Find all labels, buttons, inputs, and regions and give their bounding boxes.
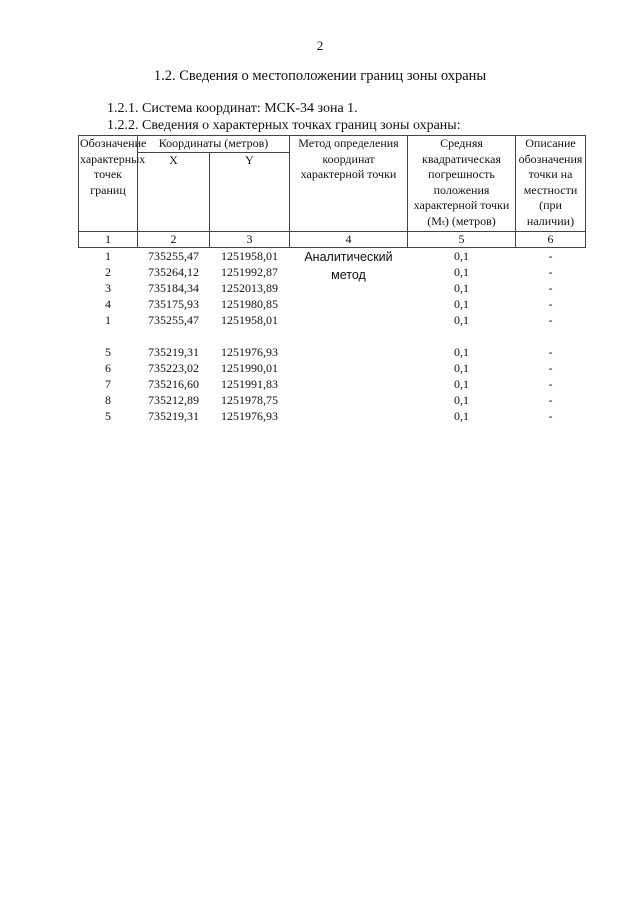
mean-error: 0,1 xyxy=(454,360,469,375)
coord-y: 1251958,01 xyxy=(221,248,278,263)
header-description: Описание обозначения точки на местности (при наличии) xyxy=(516,136,586,232)
coord-x: 735223,02 xyxy=(148,360,199,375)
mean-error: 0,1 xyxy=(454,264,469,279)
coord-y: 1251978,75 xyxy=(221,392,278,407)
point-description: - xyxy=(548,376,553,391)
mean-error: 0,1 xyxy=(454,376,469,391)
coord-y: 1252013,89 xyxy=(221,280,278,295)
header-coordinates: Координаты (метров) xyxy=(138,136,290,153)
coord-y: 1251980,85 xyxy=(221,296,278,311)
coord-x: 735219,31 xyxy=(148,408,199,423)
point-number: 1 xyxy=(105,312,111,327)
point-number: 7 xyxy=(105,376,111,391)
coord-x: 735255,47 xyxy=(148,312,199,327)
column-number: 5 xyxy=(408,231,516,247)
coord-y: 1251992,87 xyxy=(221,264,278,279)
page-number: 2 xyxy=(316,38,324,53)
mean-error: 0,1 xyxy=(454,392,469,407)
point-description: - xyxy=(548,296,553,311)
header-x: X xyxy=(138,152,210,231)
coord-x: 735219,31 xyxy=(148,344,199,359)
mean-error: 0,1 xyxy=(454,248,469,263)
coord-y: 1251991,83 xyxy=(221,376,278,391)
column-number: 6 xyxy=(516,231,586,247)
mean-error: 0,1 xyxy=(454,344,469,359)
coord-y: 1251976,93 xyxy=(221,408,278,423)
point-description: - xyxy=(548,264,553,279)
column-number: 2 xyxy=(138,231,210,247)
point-number: 3 xyxy=(105,280,111,295)
point-number: 5 xyxy=(105,344,111,359)
point-description: - xyxy=(548,248,553,263)
column-number: 3 xyxy=(210,231,290,247)
point-description: - xyxy=(548,344,553,359)
method-value: Аналитический метод xyxy=(304,249,393,282)
coord-x: 735216,60 xyxy=(148,376,199,391)
coord-x: 735212,89 xyxy=(148,392,199,407)
header-designation: Обозначение характерных точек границ xyxy=(79,136,138,232)
coord-y: 1251990,01 xyxy=(221,360,278,375)
mean-error: 0,1 xyxy=(454,296,469,311)
column-number: 1 xyxy=(79,231,138,247)
coord-y: 1251958,01 xyxy=(221,312,278,327)
point-description: - xyxy=(548,280,553,295)
coord-x: 735184,34 xyxy=(148,280,199,295)
point-number: 2 xyxy=(105,264,111,279)
coord-x: 735175,93 xyxy=(148,296,199,311)
column-number: 4 xyxy=(290,231,408,247)
coord-x: 735264,12 xyxy=(148,264,199,279)
coordinate-system-line: 1.2.1. Система координат: МСК-34 зона 1. xyxy=(107,101,358,116)
point-number: 8 xyxy=(105,392,111,407)
header-y: Y xyxy=(210,152,290,231)
points-info-line: 1.2.2. Сведения о характерных точках границ зоны охраны: xyxy=(107,118,461,133)
coord-y: 1251976,93 xyxy=(221,344,278,359)
header-mean-error: Средняя квадратическая погрешность положения характерной точки (Mₜ) (метров) xyxy=(408,136,516,232)
point-description: - xyxy=(548,408,553,423)
mean-error: 0,1 xyxy=(454,312,469,327)
section-title: 1.2. Сведения о местоположении границ зоны охраны xyxy=(153,68,487,84)
point-number: 4 xyxy=(105,296,111,311)
mean-error: 0,1 xyxy=(454,408,469,423)
point-description: - xyxy=(548,392,553,407)
mean-error: 0,1 xyxy=(454,280,469,295)
coord-x: 735255,47 xyxy=(148,248,199,263)
point-number: 1 xyxy=(105,248,111,263)
table-row xyxy=(79,247,586,264)
point-number: 6 xyxy=(105,360,111,375)
point-description: - xyxy=(548,360,553,375)
point-number: 5 xyxy=(105,408,111,423)
boundary-points-table xyxy=(78,135,586,424)
point-description: - xyxy=(548,312,553,327)
header-method: Метод определения координат характерной точки xyxy=(290,136,408,232)
